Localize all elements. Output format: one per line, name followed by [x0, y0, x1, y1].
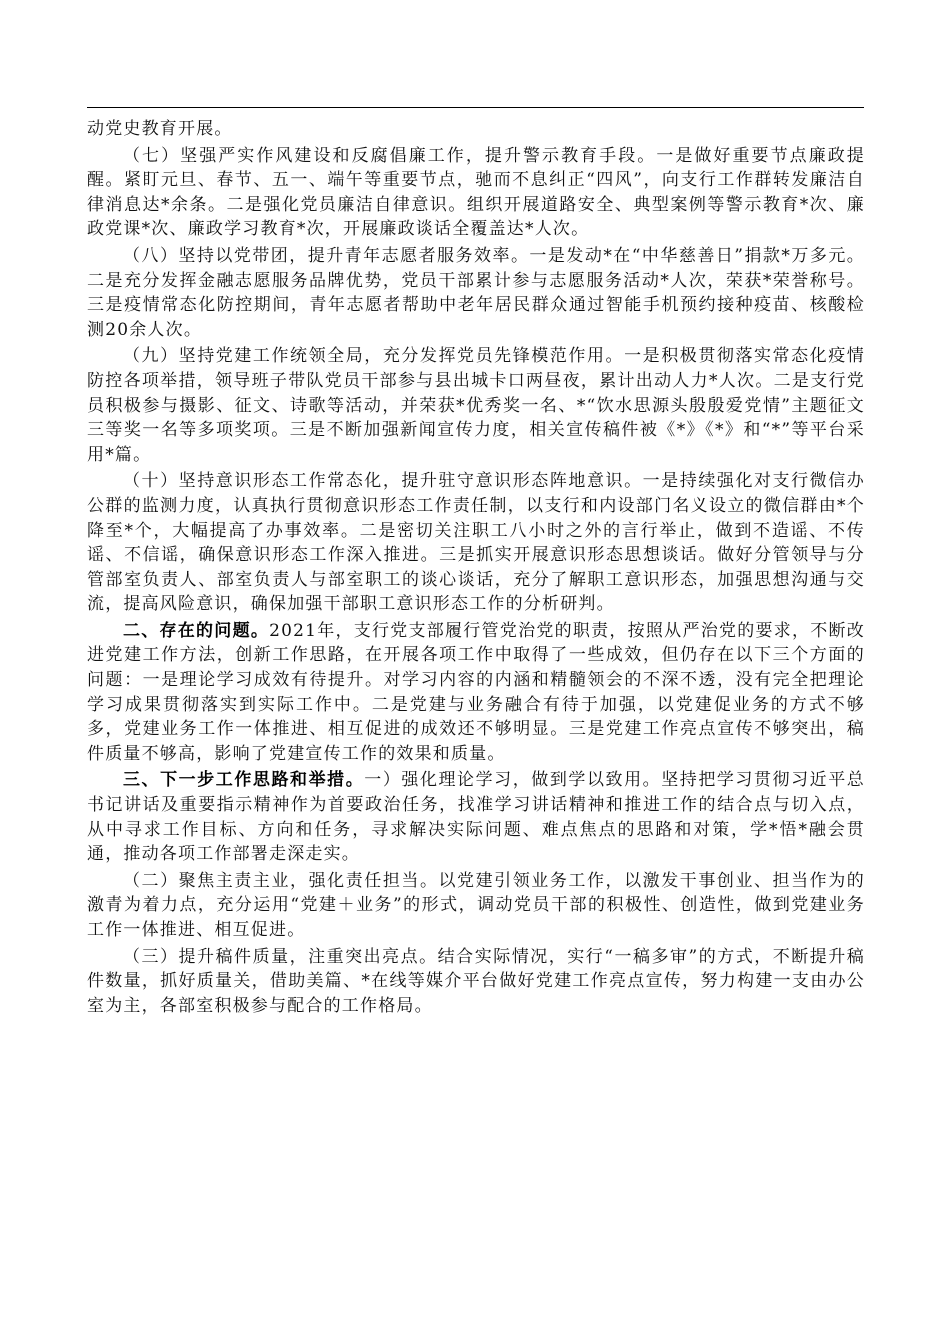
paragraph-text: （八）坚持以党带团，提升青年志愿者服务效率。一是发动*在“中华慈善日”捐款*万多元。二是充分发挥金融志愿服务品牌优势，党员干部累计参与志愿服务活动*人次，荣获*荣誉称号。三是疫情常态化防控期间，青年志愿者帮助中老年居民群众通过智能手机预约接种疫苗、核酸检测20余人次。 — [87, 245, 865, 340]
section-problems — [87, 619, 865, 767]
paragraph-text: （十）坚持意识形态工作常态化，提升驻守意识形态阵地意识。一是持续强化对支行微信办公群的监测力度，认真执行贯彻意识形态工作责任制，以支行和内设部门名义设立的微信群由*个降至*个，大幅提高了办事效率。二是密切关注职工八小时之外的言行举止，做到不造谣、不传谣、不信谣，确保意识形态工作深入推进。三是抓实开展意识形态思想谈话。做好分管领导与分管部室负责人、部室负责人与部室职工的谈心谈话，充分了解职工意识形态，加强思想沟通与交流，提高风险意识，确保加强干部职工意识形态工作的分析研判。 — [87, 471, 865, 615]
paragraph-item-10 — [87, 469, 865, 617]
paragraph-text: 2021年，支行党支部履行管党治党的职责，按照从严治党的要求，不断改进党建工作方法，创新工作思路，在开展各项工作中取得了一些成效，但仍存在以下三个方面的问题：一是理论学习成效有待提升。对学习内容的内涵和精髓领会的不深不透，没有完全把理论学习成果贯彻落实到实际工作中。二是党建与业务融合有待于加强，以党建促业务的方式不够多，党建业务工作一体推进、相互促进的成效还不够明显。三是党建工作亮点宣传不够突出，稿件质量不够高，影响了党建宣传工作的效果和质量。 — [87, 620, 865, 764]
paragraph-text: （三）提升稿件质量，注重突出亮点。结合实际情况，实行“一稿多审”的方式，不断提升稿件数量，抓好质量关，借助美篇、*在线等媒介平台做好党建工作亮点宣传，努力构建一支由办公室为主，各部室积极参与配合的工作格局。 — [87, 946, 865, 1016]
header-rule — [87, 107, 864, 108]
paragraph-next-step-2 — [87, 869, 865, 943]
paragraph-text: （二）聚焦主责主业，强化责任担当。以党建引领业务工作，以激发干事创业、担当作为的激青为着力点，充分运用“党建＋业务”的形式，调动党员干部的积极性、创造性，做到党建业务工作一体推进、相互促进。 — [87, 870, 865, 940]
paragraph-text: （七）坚强严实作风建设和反腐倡廉工作，提升警示教育手段。一是做好重要节点廉政提醒。紧盯元旦、春节、五一、端午等重要节点，驰而不息纠正“四风”，向支行工作群转发廉洁自律消息达*余条。二是强化党员廉洁自律意识。组织开展道路安全、典型案例等警示教育*次、廉政党课*次、廉政学习教育*次，开展廉政谈话全覆盖达*人次。 — [87, 145, 865, 240]
section-heading-problems: 二、存在的问题。 — [123, 620, 270, 641]
paragraph-next-step-3 — [87, 945, 865, 1019]
section-heading-next-steps: 三、下一步工作思路和举措。 — [123, 770, 365, 791]
document-body — [87, 117, 865, 1020]
section-next-steps — [87, 768, 865, 866]
paragraph-text: （九）坚持党建工作统领全局，充分发挥党员先锋模范作用。一是积极贯彻落实常态化疫情防控各项举措，领导班子带队党员干部参与县出城卡口两昼夜，累计出动人力*人次。二是支行党员积极参与摄影、征文、诗歌等活动，并荣获*优秀奖一名、*“饮水思源头殷殷爱党情”主题征文三等奖一名等多项奖项。三是不断加强新闻宣传力度，相关宣传稿件被《*》《*》和“*”等平台采用*篇。 — [87, 346, 865, 465]
paragraph-item-8 — [87, 244, 865, 342]
paragraph-item-7 — [87, 144, 865, 242]
paragraph-text: 一）强化理论学习，做到学以致用。坚持把学习贯彻习近平总书记讲话及重要指示精神作为首要政治任务，找准学习讲话精神和推进工作的结合点与切入点，从中寻求工作目标、方向和任务，寻求解决实际问题、难点焦点的思路和对策，学*悟*融会贯通，推动各项工作部署走深走实。 — [87, 770, 865, 865]
paragraph-text: 动党史教育开展。 — [87, 119, 233, 139]
paragraph-item-9 — [87, 344, 865, 467]
paragraph-continuation — [87, 117, 865, 142]
